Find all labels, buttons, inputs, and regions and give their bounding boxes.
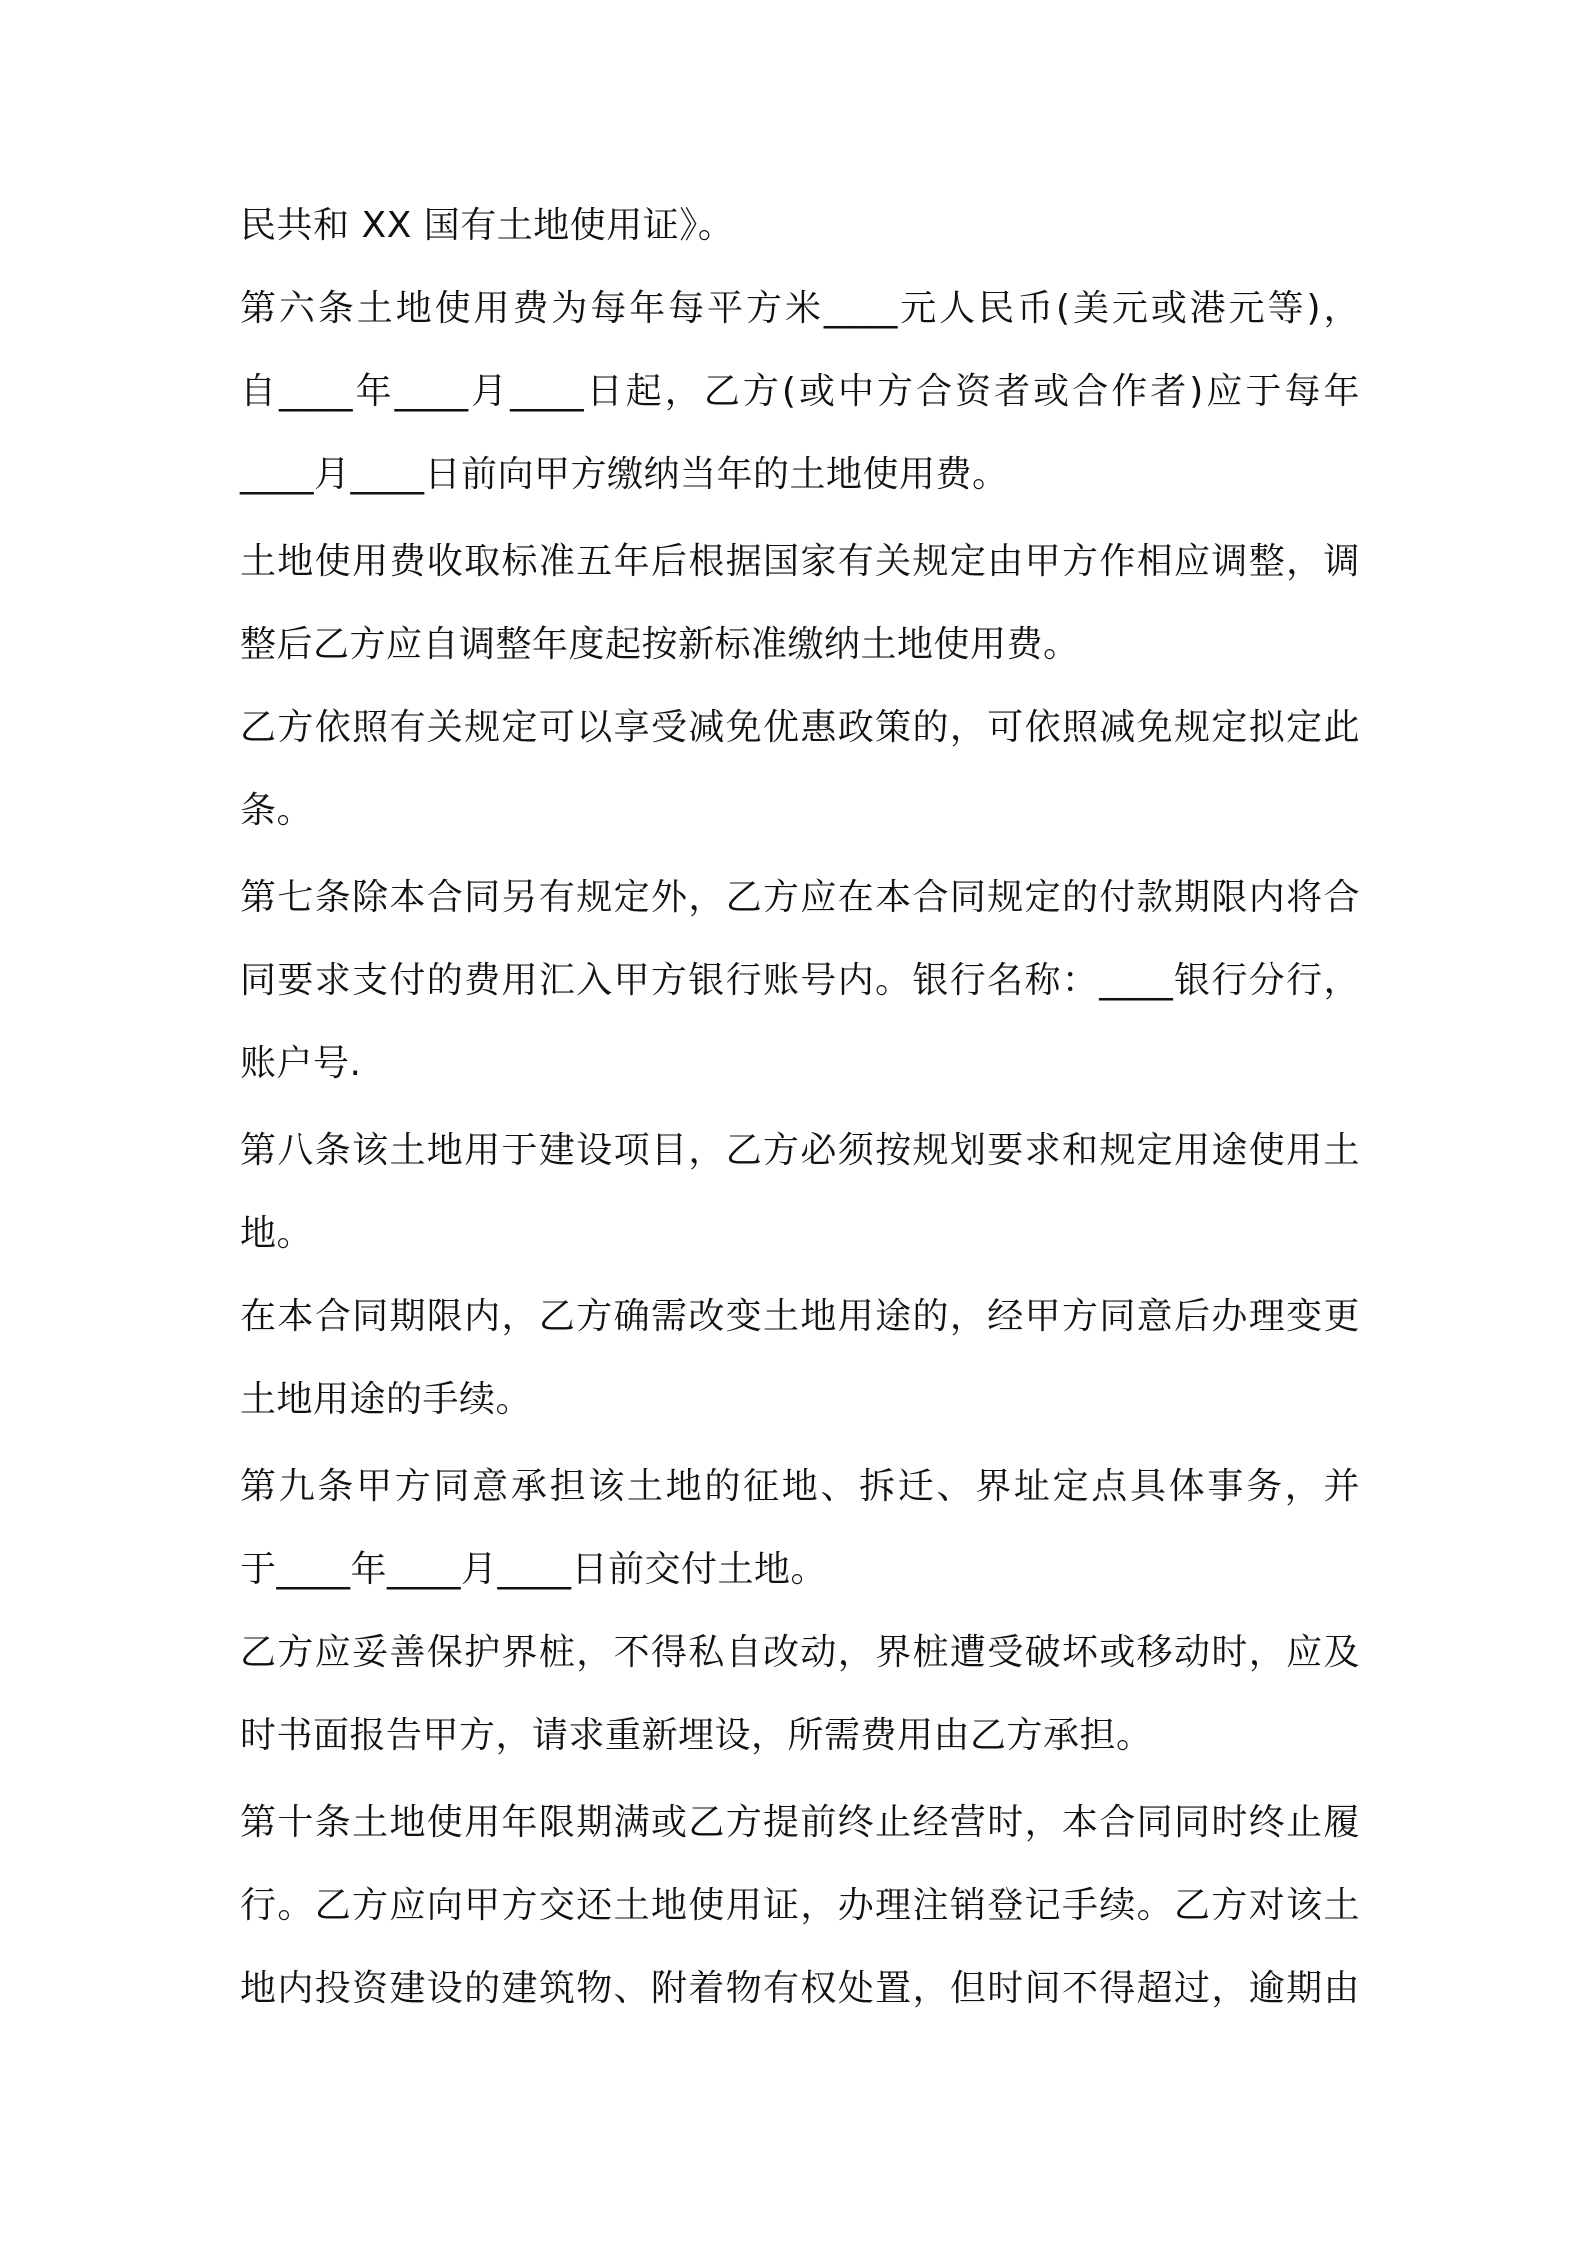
text-line: 时书面报告甲方，请求重新埋设，所需费用由乙方承担。: [240, 1715, 1153, 1756]
text-line: 土地用途的手续。: [240, 1379, 533, 1420]
text-line: 第七条除本合同另有规定外，乙方应在本合同规定的付款期限内将合: [240, 877, 1360, 918]
text-line: 民共和 XX 国有土地使用证》。: [240, 205, 735, 246]
text-line: 条。: [240, 790, 314, 831]
text-line: 乙方依照有关规定可以享受减免优惠政策的，可依照减免规定拟定此: [240, 707, 1360, 748]
text-line: 乙方应妥善保护界桩，不得私自改动，界桩遭受破坏或移动时，应及: [240, 1632, 1360, 1673]
text-line: 整后乙方应自调整年度起按新标准缴纳土地使用费。: [240, 624, 1080, 665]
text-line: 账户号.: [240, 1043, 362, 1084]
text-line: 地内投资建设的建筑物、附着物有权处置，但时间不得超过，逾期由: [240, 1968, 1360, 2009]
text-line: 第十条土地使用年限期满或乙方提前终止经营时，本合同同时终止履: [240, 1802, 1360, 1843]
text-line: 同要求支付的费用汇入甲方银行账号内。银行名称：____银行分行，: [240, 960, 1360, 1001]
text-line: 地。: [240, 1213, 314, 1254]
text-line: 土地使用费收取标准五年后根据国家有关规定由甲方作相应调整，调: [240, 541, 1360, 582]
text-line: 第六条土地使用费为每年每平方米____元人民币(美元或港元等)，: [240, 288, 1360, 329]
text-line: ____月____日前向甲方缴纳当年的土地使用费。: [240, 454, 1009, 495]
text-line: 自____年____月____日起，乙方(或中方合资者或合作者)应于每年: [240, 371, 1360, 412]
text-line: 行。乙方应向甲方交还土地使用证，办理注销登记手续。乙方对该土: [240, 1885, 1360, 1926]
text-line: 第九条甲方同意承担该土地的征地、拆迁、界址定点具体事务，并: [240, 1466, 1360, 1507]
text-line: 于____年____月____日前交付土地。: [240, 1549, 828, 1590]
text-line: 在本合同期限内，乙方确需改变土地用途的，经甲方同意后办理变更: [240, 1296, 1360, 1337]
text-line: 第八条该土地用于建设项目，乙方必须按规划要求和规定用途使用土: [240, 1130, 1360, 1171]
